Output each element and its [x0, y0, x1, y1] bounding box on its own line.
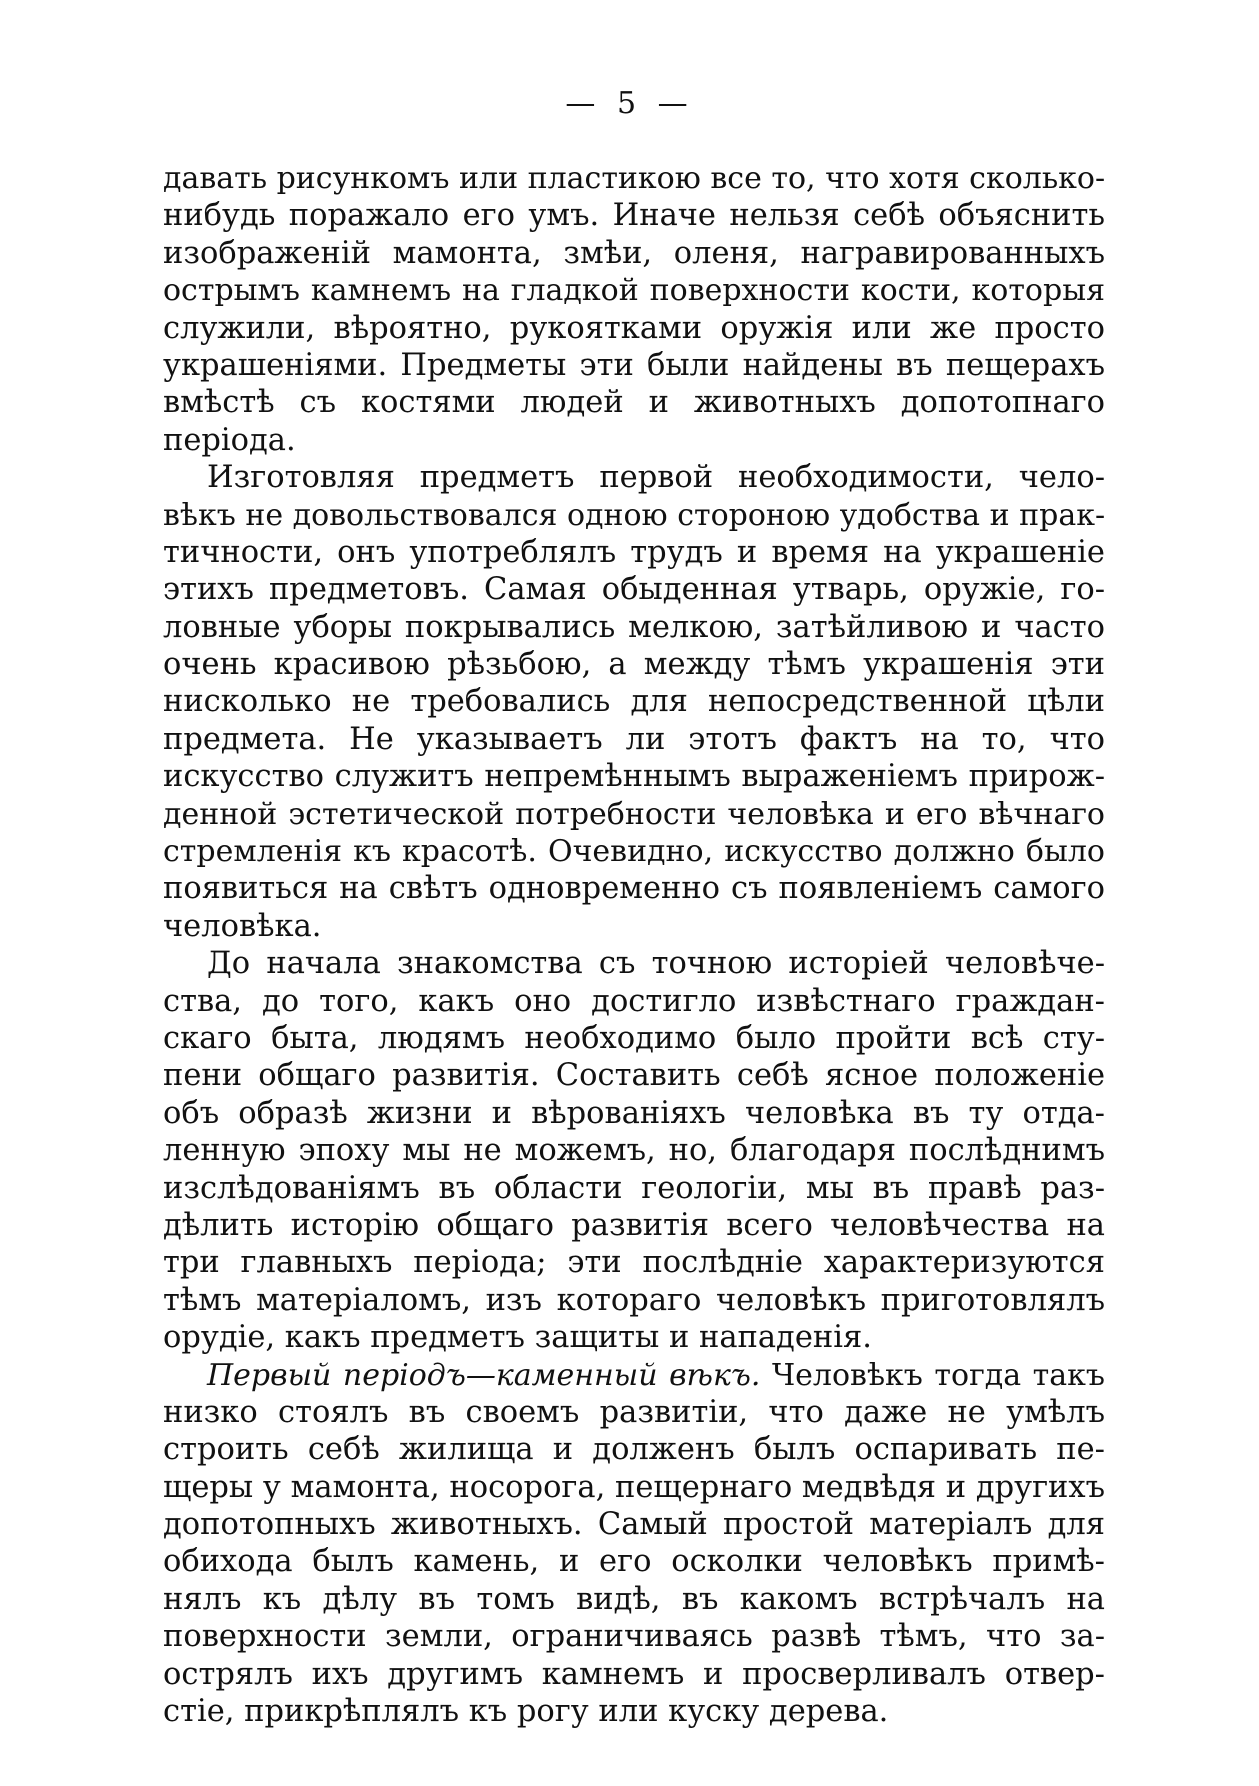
- text-fragment: Человѣкъ тогда такъ: [760, 1357, 1106, 1393]
- text-line: нибудь поражало его умъ. Иначе нельзя себѣ объяснить: [163, 198, 1105, 234]
- text-line: поверхности земли, ограничиваясь развѣ тѣмъ, что за-: [163, 1619, 1105, 1655]
- text-line: служили, вѣроятно, рукоятками оружiя или же просто: [163, 310, 1105, 346]
- text-line: вмѣстѣ съ костями людей и животныхъ допотопнаго: [163, 385, 1105, 421]
- text-line: изображенiй мамонта, змѣи, оленя, награвированныхъ: [163, 235, 1105, 271]
- text-line: пени общаго развитiя. Составить себѣ ясное положенiе: [163, 1058, 1105, 1094]
- text-line: искусство служитъ непремѣннымъ выраженiемъ прирож-: [163, 759, 1105, 795]
- text-line: щеры у мамонта, носорога, пещернаго медвѣдя и другихъ: [163, 1469, 1105, 1505]
- body-text: [163, 160, 1105, 1730]
- text-line: вѣкъ не довольствовался одною стороною удобства и прак-: [163, 497, 1106, 533]
- text-line: предмета. Не указываетъ ли этотъ фактъ на то, что: [163, 721, 1105, 757]
- text-line: дѣлить исторiю общаго развитiя всего человѣчества на: [163, 1207, 1105, 1243]
- paragraph-2: [163, 459, 1105, 945]
- text-line: стiе, прикрѣплялъ къ рогу или куску дерева.: [163, 1694, 889, 1730]
- text-line: украшенiями. Предметы эти были найдены въ пещерахъ: [163, 347, 1105, 383]
- text-line: давать рисункомъ или пластикою все то, что хотя сколько-: [163, 161, 1106, 196]
- text-line-first: [163, 1357, 1105, 1394]
- text-line: нисколько не требовались для непосредственной цѣли: [163, 684, 1105, 720]
- text-line: три главныхъ перiода; эти послѣднiе характеризуются: [163, 1245, 1105, 1281]
- text-line: острымъ камнемъ на гладкой поверхности кости, которыя: [163, 273, 1105, 309]
- text-line: человѣка.: [163, 908, 322, 944]
- paragraph-1: [163, 160, 1105, 459]
- text-line: ства, до того, какъ оно достигло извѣстнаго граждан-: [163, 983, 1105, 1019]
- text-line: перiода.: [163, 422, 296, 458]
- page-number: — 5 —: [565, 86, 694, 121]
- text-line: денной эстетической потребности человѣка и его вѣчнаго: [163, 796, 1105, 832]
- text-line: До начала знакомства съ точною исторiей человѣче-: [207, 946, 1105, 982]
- text-line: изслѣдованiямъ въ области геологiи, мы въ правѣ раз-: [163, 1170, 1105, 1206]
- text-line: этихъ предметовъ. Самая обыденная утварь, оружiе, го-: [163, 572, 1105, 608]
- text-line: скаго быта, людямъ необходимо было пройти всѣ сту-: [163, 1020, 1105, 1056]
- paragraph-3: [163, 945, 1105, 1356]
- text-line: строить себѣ жилища и долженъ былъ оспаривать пе-: [163, 1432, 1105, 1468]
- text-line: ленную эпоху мы не можемъ, но, благодаря послѣднимъ: [163, 1133, 1105, 1169]
- text-line: тичности, онъ употреблялъ трудъ и время на украшенiе: [163, 534, 1105, 570]
- paragraph-4: [163, 1357, 1105, 1731]
- text-line: допотопныхъ животныхъ. Самый простой матерiалъ для: [163, 1507, 1105, 1543]
- text-line: очень красивою рѣзьбою, а между тѣмъ украшенiя эти: [163, 647, 1105, 683]
- italic-heading: Первый перiодъ—каменный вѣкъ.: [207, 1357, 761, 1393]
- text-line: орудiе, какъ предметъ защиты и нападенiя.: [163, 1320, 872, 1356]
- text-line: Изготовляя предметъ первой необходимости, чело-: [207, 460, 1105, 496]
- text-line: ловные уборы покрывались мелкою, затѣйливою и часто: [163, 609, 1105, 645]
- text-line: появиться на свѣтъ одновременно съ появленiемъ самого: [163, 871, 1105, 907]
- text-line: стремленiя къ красотѣ. Очевидно, искусство должно было: [163, 834, 1105, 870]
- text-line: тѣмъ матерiаломъ, изъ котораго человѣкъ приготовлялъ: [163, 1282, 1105, 1318]
- text-line: низко стоялъ въ своемъ развитiи, что даже не умѣлъ: [163, 1394, 1105, 1430]
- text-line: острялъ ихъ другимъ камнемъ и просверливалъ отвер-: [163, 1656, 1105, 1692]
- text-line: нялъ къ дѣлу въ томъ видѣ, въ какомъ встрѣчалъ на: [163, 1581, 1105, 1617]
- text-line: обихода былъ камень, и его осколки человѣкъ примѣ-: [163, 1544, 1105, 1580]
- text-line: объ образѣ жизни и вѣрованiяхъ человѣка въ ту отда-: [163, 1095, 1105, 1131]
